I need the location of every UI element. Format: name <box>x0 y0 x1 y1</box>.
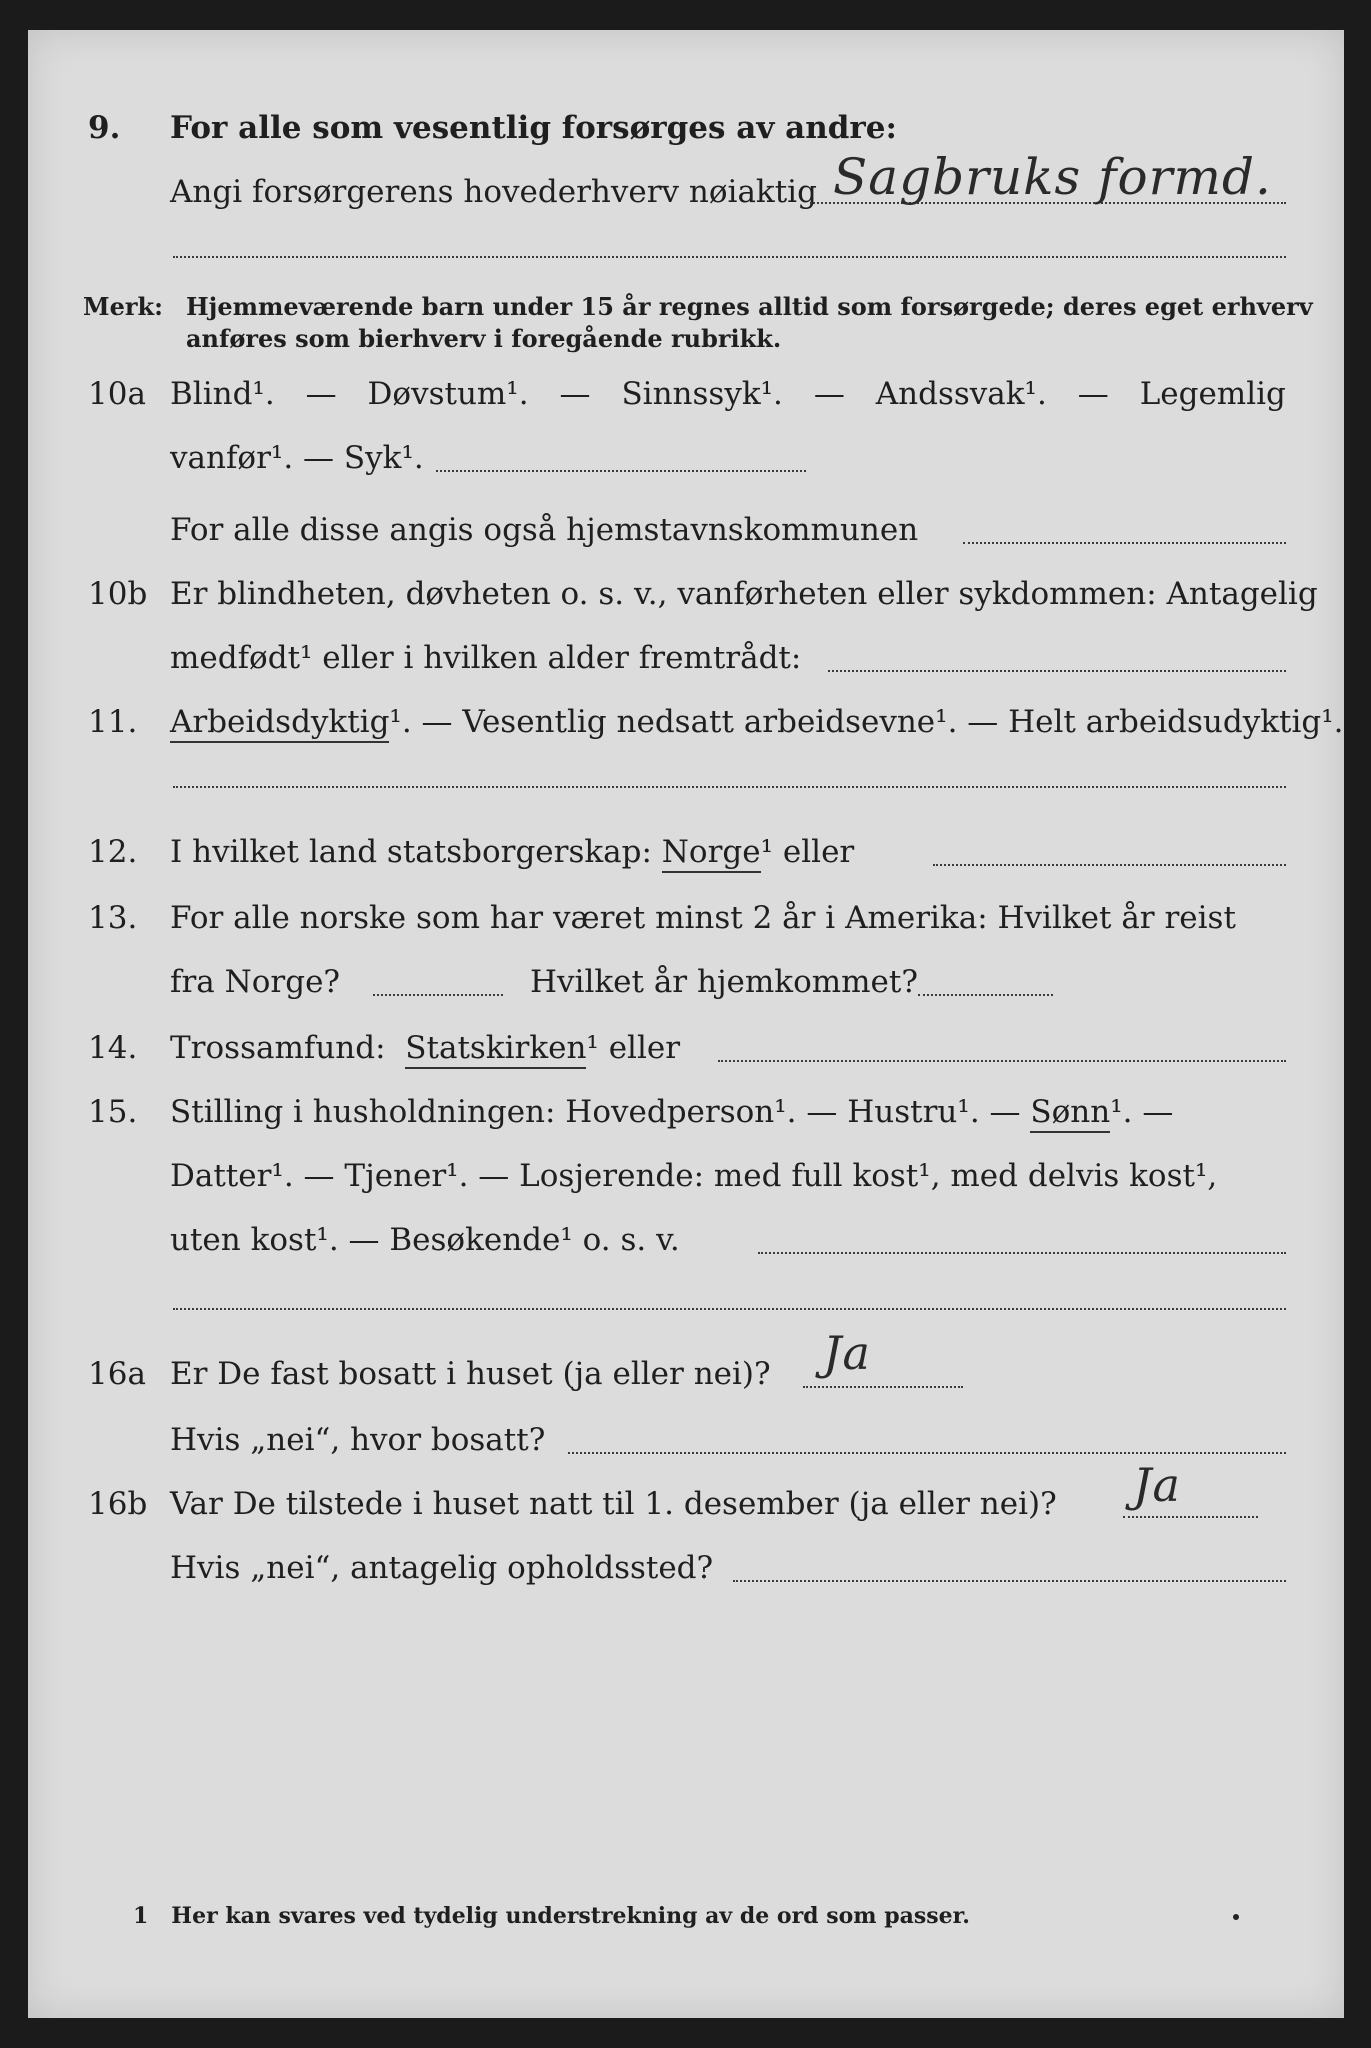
q16b-handwritten-answer: Ja <box>1133 1458 1181 1512</box>
q15-question: Stilling i husholdningen: Hovedperson¹. — Hustru¹. — <box>170 1094 1021 1130</box>
q10a-hjemstavn: For alle disse angis også hjemstavnskommunen <box>170 512 919 548</box>
q12-answer-line <box>933 864 1286 866</box>
q15-question-3: uten kost¹. — Besøkende¹ o. s. v. <box>170 1222 680 1258</box>
q10a-answer-line <box>436 470 806 472</box>
option-blind: Blind¹. <box>170 376 275 412</box>
dash: — <box>559 376 591 412</box>
q11-number: 11. <box>88 704 138 740</box>
q10a-hjemstavn-line <box>963 542 1286 544</box>
q16b-question: Var De tilstede i huset natt til 1. desember (ja eller nei)? <box>170 1486 1057 1522</box>
q14-number: 14. <box>88 1030 138 1066</box>
q14-text <box>170 1028 680 1068</box>
q10b-question-2: medfødt¹ eller i hvilken alder fremtrådt: <box>170 640 802 676</box>
q16b-opholdssted-line <box>733 1580 1286 1582</box>
q13-reist: fra Norge? <box>170 964 341 1000</box>
q13-question: For alle norske som har været minst 2 år i Amerika: Hvilket år reist <box>170 900 1236 936</box>
q15-extra-line <box>173 1308 1286 1310</box>
q10a-vanfor: vanfør¹. — Syk¹. <box>170 440 424 476</box>
q12-underlined-option: Norge <box>662 834 761 873</box>
q16a-number: 16a <box>88 1356 146 1392</box>
form-page <box>28 30 1344 2018</box>
option-sinnssyk: Sinnssyk¹. <box>621 376 783 412</box>
merk-label: Merk: <box>83 292 163 321</box>
dash: — <box>1077 376 1109 412</box>
q14-question: Trossamfund: <box>170 1030 386 1066</box>
q15-answer-line <box>758 1252 1286 1254</box>
q16a-question-2: Hvis „nei“, hvor bosatt? <box>170 1422 546 1458</box>
footnote <box>133 1903 970 1929</box>
q14-answer-line <box>718 1060 1286 1062</box>
merk-text-2: anføres som bierhverv i foregående rubrikk. <box>186 324 782 353</box>
q16a-handwritten-answer: Ja <box>823 1326 871 1380</box>
q9-question-2: Angi forsørgerens hovederhverv nøiaktig <box>170 174 817 210</box>
q11-options <box>170 702 1344 742</box>
q10a-number: 10a <box>88 376 146 412</box>
q9-handwritten-answer: Sagbruks formd. <box>833 148 1272 206</box>
dash: — <box>305 376 337 412</box>
footnote-mark: 1 <box>133 1903 149 1929</box>
option-legemlig: Legemlig <box>1139 376 1286 412</box>
q16b-number: 16b <box>88 1486 148 1522</box>
q15-post: ¹. — <box>1110 1094 1174 1130</box>
merk-text-1: Hjemmeværende barn under 15 år regnes alltid som forsørgede; deres eget erhverv <box>186 292 1313 321</box>
q11-rest: ¹. — Vesentlig nedsatt arbeidsevne¹. — Helt arbeidsudyktig¹. <box>389 704 1344 740</box>
q16a-answer-line <box>803 1386 963 1388</box>
q13-reist-line <box>373 994 503 996</box>
q13-number: 13. <box>88 900 138 936</box>
q13-hjemkommet: Hvilket år hjemkommet? <box>530 964 918 1000</box>
q15-underlined-option: Sønn <box>1030 1094 1110 1133</box>
q11-underlined-option: Arbeidsdyktig <box>170 704 389 743</box>
q10a-options <box>170 374 1286 414</box>
q15-question-2: Datter¹. — Tjener¹. — Losjerende: med full kost¹, med delvis kost¹, <box>170 1158 1218 1194</box>
dash: — <box>813 376 845 412</box>
q16a-question: Er De fast bosatt i huset (ja eller nei)? <box>170 1356 771 1392</box>
q13-hjemkommet-line <box>918 994 1053 996</box>
q14-post: ¹ eller <box>586 1030 681 1066</box>
q10b-answer-line <box>828 670 1286 672</box>
ink-dot <box>1233 1914 1239 1920</box>
option-andssvak: Andssvak¹. <box>875 376 1047 412</box>
q12-question: I hvilket land statsborgerskap: <box>170 834 652 870</box>
q15-text <box>170 1092 1173 1132</box>
option-dovstum: Døvstum¹. <box>367 376 529 412</box>
q12-number: 12. <box>88 834 138 870</box>
q16b-answer-line <box>1123 1516 1258 1518</box>
q16b-question-2: Hvis „nei“, antagelig opholdssted? <box>170 1550 714 1586</box>
q12-post: ¹ eller <box>760 834 855 870</box>
q15-number: 15. <box>88 1094 138 1130</box>
q11-extra-line <box>173 786 1286 788</box>
q16a-bosatt-line <box>568 1452 1286 1454</box>
q10b-question: Er blindheten, døvheten o. s. v., vanførheten eller sykdommen: Antagelig <box>170 576 1318 612</box>
q9-question: For alle som vesentlig forsørges av andre: <box>170 110 897 146</box>
q12-text <box>170 832 854 872</box>
q9-extra-line <box>173 256 1286 258</box>
q9-number: 9. <box>88 110 121 146</box>
q10b-number: 10b <box>88 576 148 612</box>
q14-underlined-option: Statskirken <box>405 1030 586 1069</box>
footnote-text: Her kan svares ved tydelig understrekning av de ord som passer. <box>171 1903 970 1929</box>
